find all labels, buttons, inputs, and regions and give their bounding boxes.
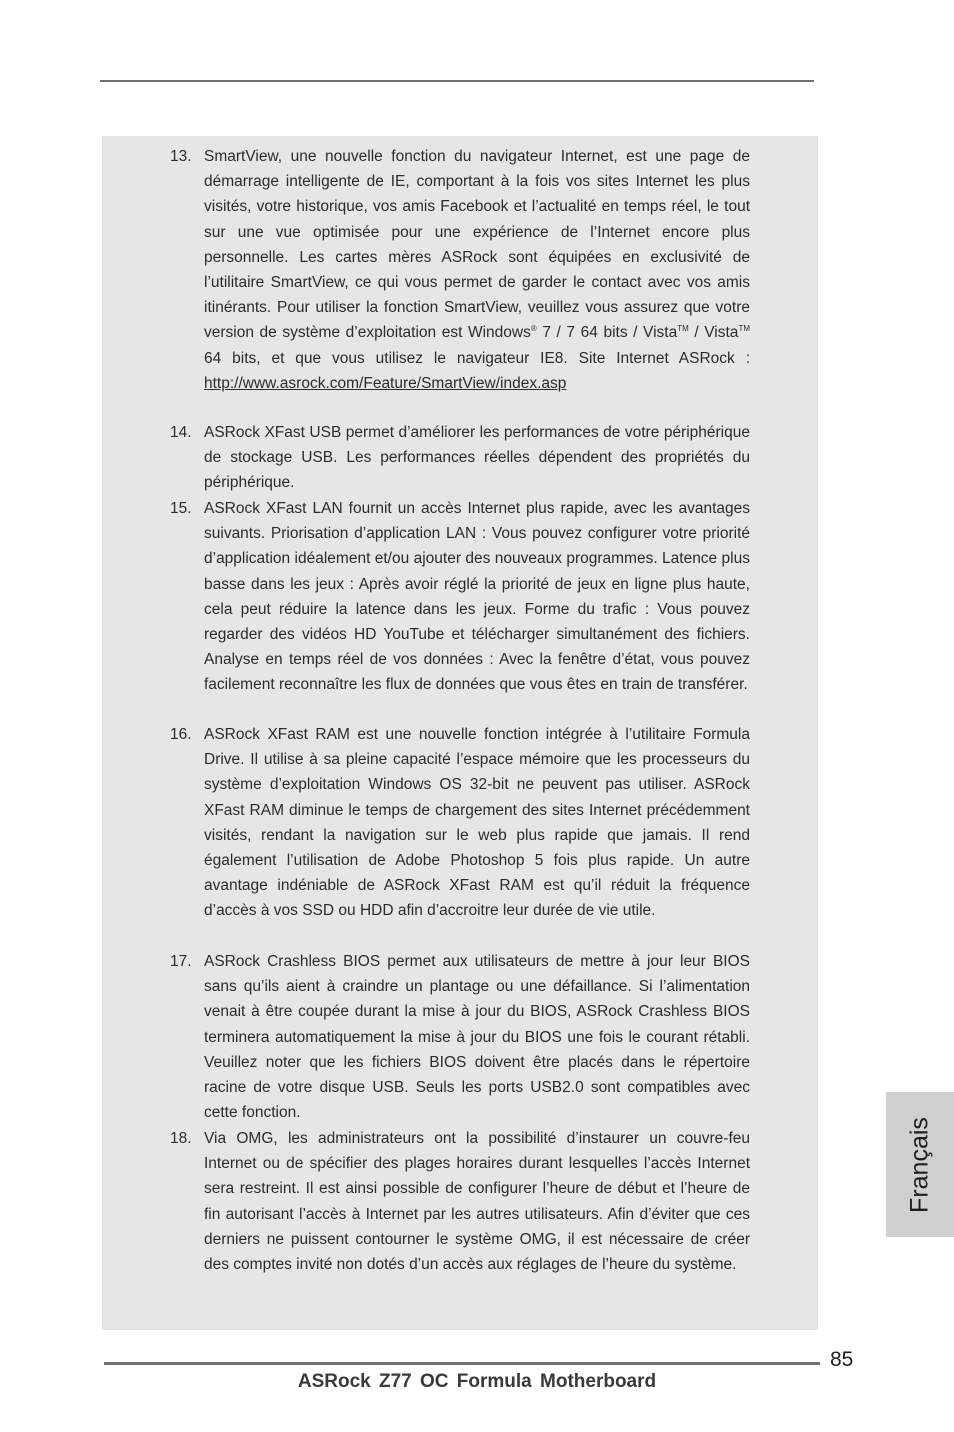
- content-panel: [102, 136, 818, 1330]
- item-number: 18.: [170, 1130, 192, 1147]
- item-text: ASRock XFast USB permet d’améliorer les performances de votre périphérique de stockage USB. Les performances réelles dépendent des propriétés du périphérique.: [204, 424, 750, 492]
- footer-title: ASRock Z77 OC Formula Motherboard: [297, 1371, 657, 1392]
- trademark-mark: TM: [738, 324, 750, 334]
- item-text: Via OMG, les administrateurs ont la possibilité d’instaurer un couvre-feu Internet ou de spécifier des plages horaires durant lesquelles l’accès Internet sera restreint. Il est ainsi possible de configurer l’heure de début et l’heure de fin autorisant l’accès à Internet par les autres utilisateurs. Afin d’éviter que ces derniers ne puissent contourner le système OMG, il est nécessaire de créer des comptes invité non dotés d’un accès aux réglages de l’heure du système.: [204, 1130, 750, 1274]
- list-item-15: [170, 496, 750, 698]
- registered-mark: ®: [530, 324, 537, 334]
- item-text: ASRock Crashless BIOS permet aux utilisateurs de mettre à jour leur BIOS sans qu’ils aient à craindre un plantage ou une défaillance. Si l’alimentation venait à être coupée durant la mise à jour du BIOS, ASRock Crashless BIOS terminera automatiquement la mise à jour du BIOS une fois le courant rétabli. Veuillez noter que les fichiers BIOS doivent être placés dans le répertoire racine de votre disque USB. Seuls les ports USB2.0 sont compatibles avec cette fonction.: [204, 953, 750, 1122]
- list-item-13: [170, 144, 750, 396]
- smartview-link[interactable]: http://www.asrock.com/Feature/SmartView/index.asp: [204, 374, 567, 392]
- list-item-17: [170, 949, 750, 1125]
- bottom-divider: [104, 1362, 820, 1365]
- item-number: 15.: [170, 500, 192, 517]
- page-number: 85: [830, 1348, 854, 1371]
- item-number: 17.: [170, 953, 192, 970]
- item-text: SmartView, une nouvelle fonction du navigateur Internet, est une page de démarrage intelligente de IE, comportant à la fois vos sites Internet les plus visités, votre historique, vos amis Facebook et l’actualité en temps réel, le tout sur une vue optimisée pour une expérience de l’Internet encore plus personnelle. Les cartes mères ASRock sont équipées en exclusivité de l’utilitaire SmartView, ce qui vous permet de garder le contact avec vos amis itinérants. Pour utiliser la fonction SmartView, veuillez vous assurez que votre version de système d’exploitation est Windows® 7 / 7 64 bits / Vista™ / Vista™ 64 bits, et que vous utilisez le navigateur IE8. Site Internet ASRock : http://www.asrock.com/Feature/SmartView/index.asp: [204, 148, 750, 392]
- top-divider: [100, 80, 814, 82]
- item-number: 16.: [170, 726, 192, 743]
- item-text: ASRock XFast RAM est une nouvelle fonction intégrée à l’utilitaire Formula Drive. Il utilise à sa pleine capacité l’espace mémoire que les processeurs du système d’exploitation Windows OS 32-bit ne peuvent pas utiliser. ASRock XFast RAM diminue le temps de chargement des sites Internet précédemment visités, rendant la navigation sur le web plus rapide que jamais. Il rend également l’utilisation de Adobe Photoshop 5 fois plus rapide. Un autre avantage indéniable de ASRock XFast RAM est qu’il réduit la fréquence d’accès à vos SSD ou HDD afin d’accroitre leur durée de vie utile.: [204, 726, 750, 920]
- item-text: ASRock XFast LAN fournit un accès Internet plus rapide, avec les avantages suivants. Priorisation d’application LAN : Vous pouvez configurer votre priorité d’application idéalement et/ou ajouter des nouveaux programmes. Latence plus basse dans les jeux : Après avoir réglé la priorité de jeux en ligne plus haute, cela peut réduire la latence dans les jeux. Forme du trafic : Vous pouvez regarder des vidéos HD YouTube et télécharger simultanément des fichiers. Analyse en temps réel de vos données : Avec la fenêtre d’état, vous pouvez facilement reconnaître les flux de données que vous êtes en train de transférer.: [204, 500, 750, 694]
- language-tab-label: Français: [905, 1116, 934, 1213]
- language-tab: [886, 1092, 954, 1237]
- trademark-mark: TM: [677, 324, 689, 334]
- list-item-14: [170, 420, 750, 496]
- list-item-18: [170, 1126, 750, 1277]
- item-number: 13.: [170, 148, 192, 165]
- item-number: 14.: [170, 424, 192, 441]
- list-item-16: [170, 722, 750, 924]
